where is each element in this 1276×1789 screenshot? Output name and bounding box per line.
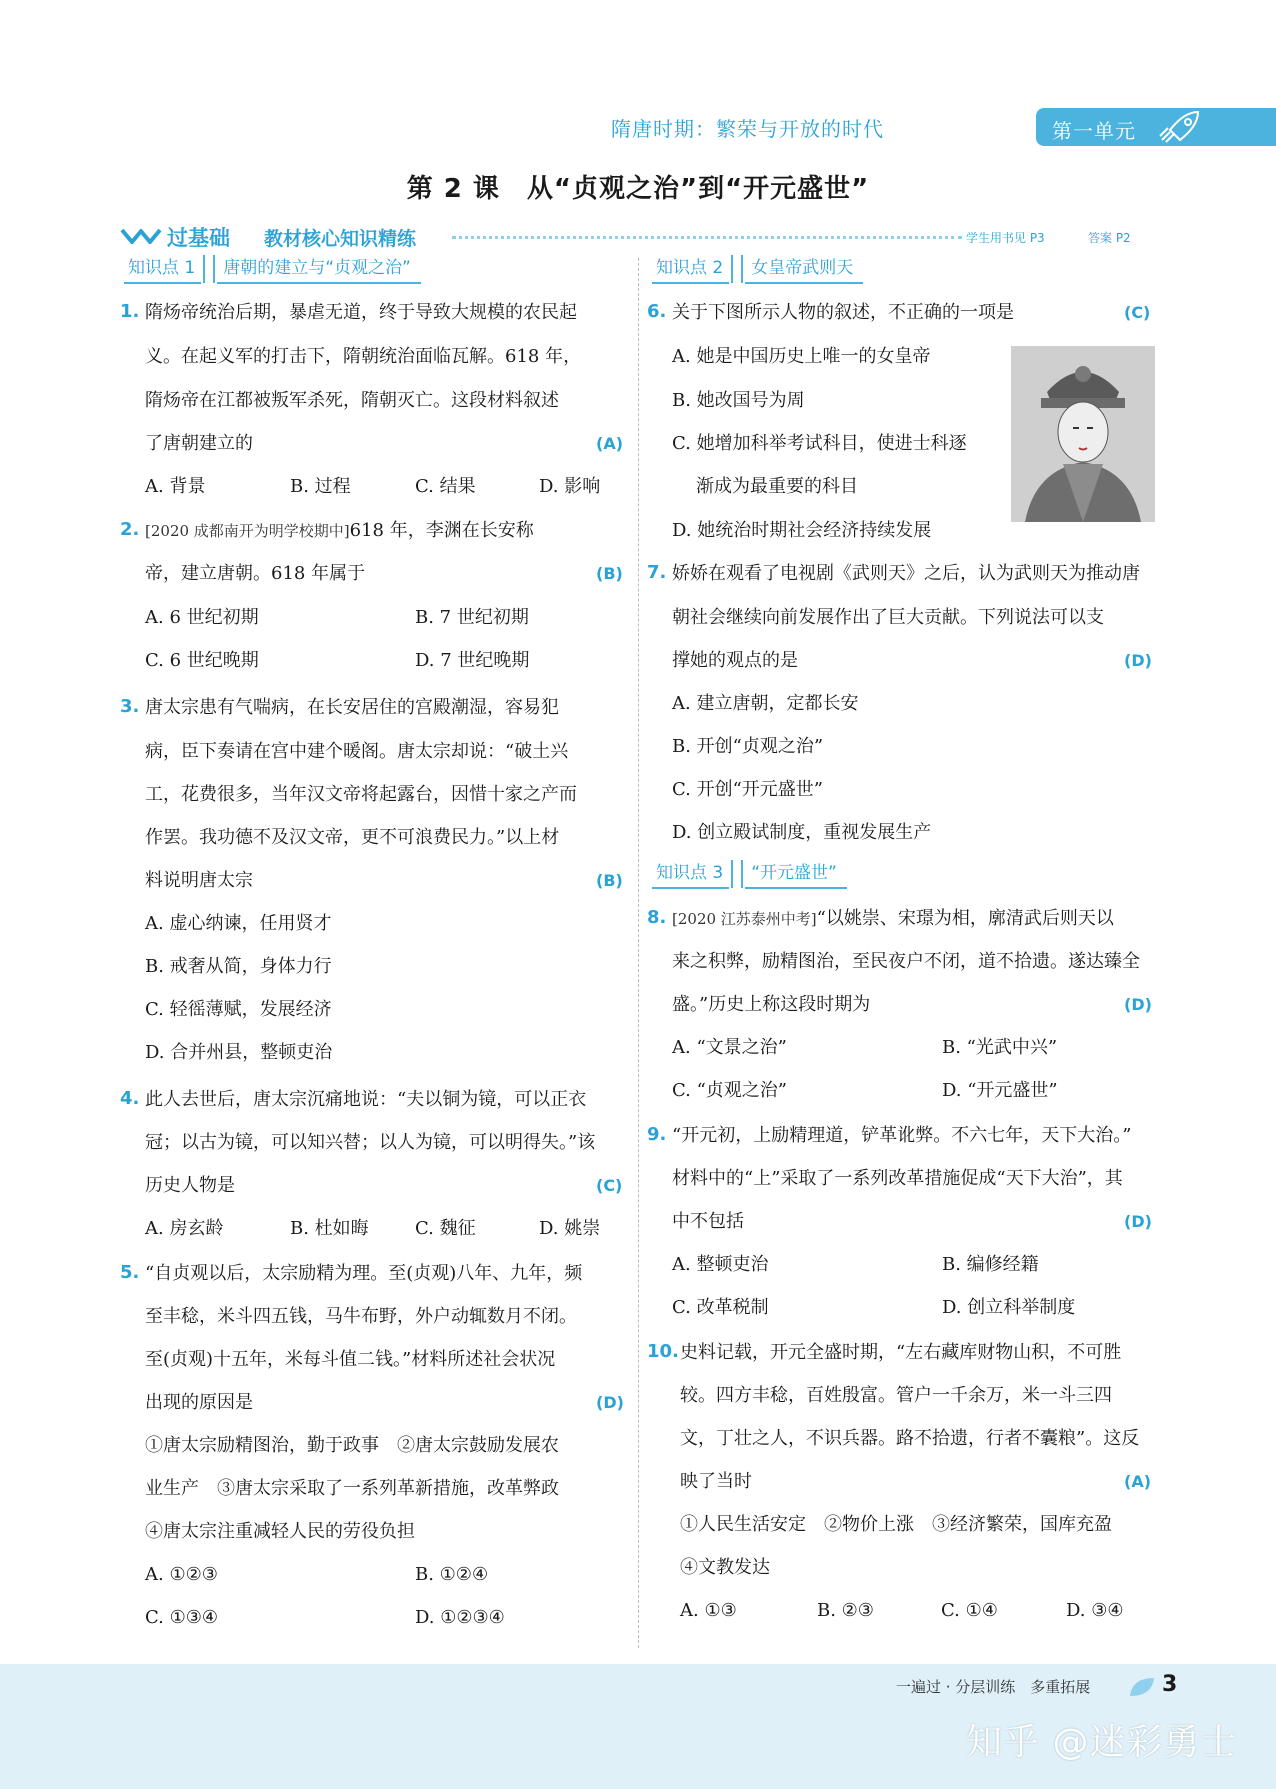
question-text: 至(贞观)十五年，米每斗值二钱。”材料所述社会状况 bbox=[145, 1349, 556, 1370]
footer-series: 一遍过 · 分层训练 多重拓展 bbox=[896, 1678, 1091, 1696]
option-c: C. ①③④ bbox=[145, 1607, 218, 1628]
option-c: C. “贞观之治” bbox=[672, 1080, 787, 1101]
option-a: A. 6 世纪初期 bbox=[145, 607, 259, 628]
option-b: B. “光武中兴” bbox=[942, 1037, 1058, 1058]
question-number: 4. bbox=[120, 1088, 140, 1109]
option-c: C. 开创“开元盛世” bbox=[672, 779, 823, 800]
option-d: D. 合并州县，整顿吏治 bbox=[145, 1042, 333, 1063]
question-number: 7. bbox=[647, 562, 667, 583]
knowledge-point-3 bbox=[652, 859, 847, 889]
option-c: C. 6 世纪晚期 bbox=[145, 650, 259, 671]
option-a: A. 建立唐朝，定都长安 bbox=[672, 693, 859, 714]
kp-label: 知识点 2 bbox=[652, 254, 729, 284]
option-a: A. ①②③ bbox=[145, 1564, 218, 1585]
kp-label: 知识点 3 bbox=[652, 859, 729, 889]
option-b: B. ①②④ bbox=[415, 1564, 489, 1585]
kp-topic: 女皇帝武则天 bbox=[745, 254, 863, 284]
answer-label: (D) bbox=[596, 1393, 624, 1412]
statement-line: ④唐太宗注重减轻人民的劳役负担 bbox=[145, 1521, 415, 1542]
knowledge-point-1 bbox=[124, 254, 421, 284]
question-number: 8. bbox=[647, 907, 667, 928]
question-text: 帝，建立唐朝。618 年属于 bbox=[145, 563, 366, 584]
kp-topic: “开元盛世” bbox=[745, 859, 847, 889]
kp-separator bbox=[731, 860, 743, 888]
empress-portrait-image bbox=[1011, 346, 1155, 522]
option-b: B. 她改国号为周 bbox=[672, 390, 805, 411]
question-text: 病，臣下奏请在宫中建个暖阁。唐太宗却说：“破土兴 bbox=[145, 741, 569, 762]
section-subtitle: 教材核心知识精练 bbox=[264, 228, 417, 250]
question-text: “自贞观以后，太宗励精为理。至(贞观)八年、九年，频 bbox=[145, 1263, 583, 1284]
option-a: A. 虚心纳谏，任用贤才 bbox=[145, 913, 332, 934]
option-d: D. ③④ bbox=[1066, 1600, 1124, 1621]
question-text: 隋炀帝统治后期，暴虐无道，终于导致大规模的农民起 bbox=[145, 302, 577, 323]
option-b: B. 开创“贞观之治” bbox=[672, 736, 824, 757]
section-book-ref: 学生用书见 P3 bbox=[966, 231, 1045, 245]
question-text: 冠；以古为镜，可以知兴替；以人为镜，可以明得失。”该 bbox=[145, 1132, 596, 1153]
question-source: [2020 江苏泰州中考] bbox=[672, 910, 817, 928]
rocket-icon bbox=[1156, 110, 1200, 144]
leaf-icon bbox=[1128, 1676, 1156, 1698]
question-number: 9. bbox=[647, 1124, 667, 1145]
option-c: C. 她增加科举考试科目，使进士科逐 bbox=[672, 433, 967, 454]
option-a: A. 背景 bbox=[145, 476, 206, 497]
question-text bbox=[672, 907, 1114, 931]
question-text: 至丰稔，米斗四五钱，马牛布野，外户动辄数月不闭。 bbox=[145, 1306, 577, 1327]
question-text bbox=[145, 519, 534, 543]
option-c: C. ①④ bbox=[941, 1600, 998, 1621]
answer-label: (D) bbox=[1124, 995, 1152, 1014]
question-number: 5. bbox=[120, 1262, 140, 1283]
option-a: A. ①③ bbox=[680, 1600, 737, 1621]
option-d: D. 创立科举制度 bbox=[942, 1297, 1076, 1318]
kp-separator bbox=[203, 255, 215, 283]
option-d: D. 影响 bbox=[539, 476, 601, 497]
question-text: 文，丁壮之人，不识兵器。路不拾遗，行者不囊粮”。这反 bbox=[680, 1428, 1140, 1449]
option-b: B. ②③ bbox=[817, 1600, 874, 1621]
option-d: D. 姚崇 bbox=[539, 1218, 601, 1239]
kp-topic: 唐朝的建立与“贞观之治” bbox=[217, 254, 421, 284]
option-d: D. 7 世纪晚期 bbox=[415, 650, 530, 671]
section-answer-ref: 答案 P2 bbox=[1088, 231, 1131, 245]
question-text: 撑她的观点的是 bbox=[672, 650, 798, 671]
answer-label: (B) bbox=[596, 564, 623, 583]
option-c: C. 结果 bbox=[415, 476, 476, 497]
question-text: 历史人物是 bbox=[145, 1175, 235, 1196]
question-source: [2020 成都南开为明学校期中] bbox=[145, 522, 350, 540]
option-b: B. 杜如晦 bbox=[290, 1218, 369, 1239]
option-a: A. 她是中国历史上唯一的女皇帝 bbox=[672, 346, 931, 367]
option-c: C. 魏征 bbox=[415, 1218, 476, 1239]
question-text: 作罢。我功德不及汉文帝，更不可浪费民力。”以上材 bbox=[145, 827, 560, 848]
kp-label: 知识点 1 bbox=[124, 254, 201, 284]
option-d: D. ①②③④ bbox=[415, 1607, 505, 1628]
answer-label: (D) bbox=[1124, 1212, 1152, 1231]
lesson-title: 第 2 课 从“贞观之治”到“开元盛世” bbox=[406, 174, 870, 204]
unit-tab bbox=[1036, 108, 1276, 146]
kp-separator bbox=[731, 255, 743, 283]
question-text: 义。在起义军的打击下，隋朝统治面临瓦解。618 年， bbox=[145, 346, 582, 367]
statement-line: ①人民生活安定 ②物价上涨 ③经济繁荣，国库充盈 bbox=[680, 1514, 1112, 1535]
option-a: A. 整顿吏治 bbox=[672, 1254, 769, 1275]
question-text: 娇娇在观看了电视剧《武则天》之后，认为武则天为推动唐 bbox=[672, 563, 1140, 584]
section-chevron-icon bbox=[120, 228, 164, 244]
question-text: 朝社会继续向前发展作出了巨大贡献。下列说法可以支 bbox=[672, 607, 1104, 628]
question-text: 盛。”历史上称这段时期为 bbox=[672, 994, 871, 1015]
option-b: B. 编修经籍 bbox=[942, 1254, 1039, 1275]
question-number: 2. bbox=[120, 519, 140, 540]
option-c: C. 改革税制 bbox=[672, 1297, 769, 1318]
statement-line: ①唐太宗励精图治，勤于政事 ②唐太宗鼓励发展农 bbox=[145, 1435, 559, 1456]
question-text: 较。四方丰稔，百姓殷富。管户一千余万，米一斗三四 bbox=[680, 1385, 1112, 1406]
option-c: C. 轻徭薄赋，发展经济 bbox=[145, 999, 332, 1020]
question-text: 唐太宗患有气喘病，在长安居住的宫殿潮湿，容易犯 bbox=[145, 697, 559, 718]
option-c-continued: 渐成为最重要的科目 bbox=[696, 476, 858, 497]
answer-label: (A) bbox=[1124, 1472, 1152, 1491]
question-text: 中不包括 bbox=[672, 1211, 744, 1232]
question-line: 618 年，李渊在长安称 bbox=[349, 520, 534, 541]
answer-label: (C) bbox=[1124, 303, 1151, 322]
statement-line: ④文教发达 bbox=[680, 1557, 770, 1578]
question-text: 工，花费很多，当年汉文帝将起露台，因惜十家之产而 bbox=[145, 784, 577, 805]
question-text: 此人去世后，唐太宗沉痛地说：“夫以铜为镜，可以正衣 bbox=[145, 1089, 587, 1110]
column-divider bbox=[638, 258, 639, 1648]
option-d: D. “开元盛世” bbox=[942, 1080, 1058, 1101]
option-a: A. 房玄龄 bbox=[145, 1218, 224, 1239]
option-a: A. “文景之治” bbox=[672, 1037, 787, 1058]
statement-line: 业生产 ③唐太宗采取了一系列革新措施，改革弊政 bbox=[145, 1478, 559, 1499]
question-text: 料说明唐太宗 bbox=[145, 870, 253, 891]
section-title: 过基础 bbox=[167, 226, 230, 250]
question-text: “开元初，上励精理道，铲革讹弊。不六七年，天下大治。” bbox=[672, 1125, 1132, 1146]
question-text: 材料中的“上”采取了一系列改革措施促成“天下大治”，其 bbox=[672, 1168, 1123, 1189]
question-text: 映了当时 bbox=[680, 1471, 752, 1492]
question-text: 了唐朝建立的 bbox=[145, 433, 253, 454]
answer-label: (C) bbox=[596, 1176, 623, 1195]
knowledge-point-2 bbox=[652, 254, 863, 284]
page-number: 3 bbox=[1162, 1672, 1178, 1697]
option-b: B. 7 世纪初期 bbox=[415, 607, 529, 628]
unit-subtitle: 隋唐时期：繁荣与开放的时代 bbox=[611, 117, 884, 141]
answer-label: (D) bbox=[1124, 651, 1152, 670]
question-number: 1. bbox=[120, 301, 140, 322]
question-text: 来之积弊，励精图治，至民夜户不闭，道不拾遗。遂达臻全 bbox=[672, 951, 1140, 972]
option-b: B. 戒奢从简，身体力行 bbox=[145, 956, 332, 977]
watermark: 知乎 @迷彩勇士 bbox=[966, 1722, 1238, 1763]
question-line: “以姚崇、宋璟为相，廓清武后则天以 bbox=[816, 908, 1114, 929]
question-number: 6. bbox=[647, 301, 667, 322]
answer-label: (B) bbox=[596, 871, 623, 890]
unit-label: 第一单元 bbox=[1052, 119, 1136, 143]
question-text: 关于下图所示人物的叙述，不正确的一项是 bbox=[672, 302, 1014, 323]
answer-label: (A) bbox=[596, 434, 624, 453]
question-text: 史料记载，开元全盛时期，“左右藏库财物山积，不可胜 bbox=[680, 1342, 1122, 1363]
option-b: B. 过程 bbox=[290, 476, 351, 497]
question-text: 出现的原因是 bbox=[145, 1392, 253, 1413]
option-d: D. 创立殿试制度，重视发展生产 bbox=[672, 822, 932, 843]
option-d: D. 她统治时期社会经济持续发展 bbox=[672, 520, 932, 541]
question-text: 隋炀帝在江都被叛军杀死，隋朝灭亡。这段材料叙述 bbox=[145, 390, 559, 411]
question-number: 3. bbox=[120, 696, 140, 717]
question-number: 10. bbox=[647, 1341, 679, 1362]
section-divider bbox=[452, 236, 962, 239]
